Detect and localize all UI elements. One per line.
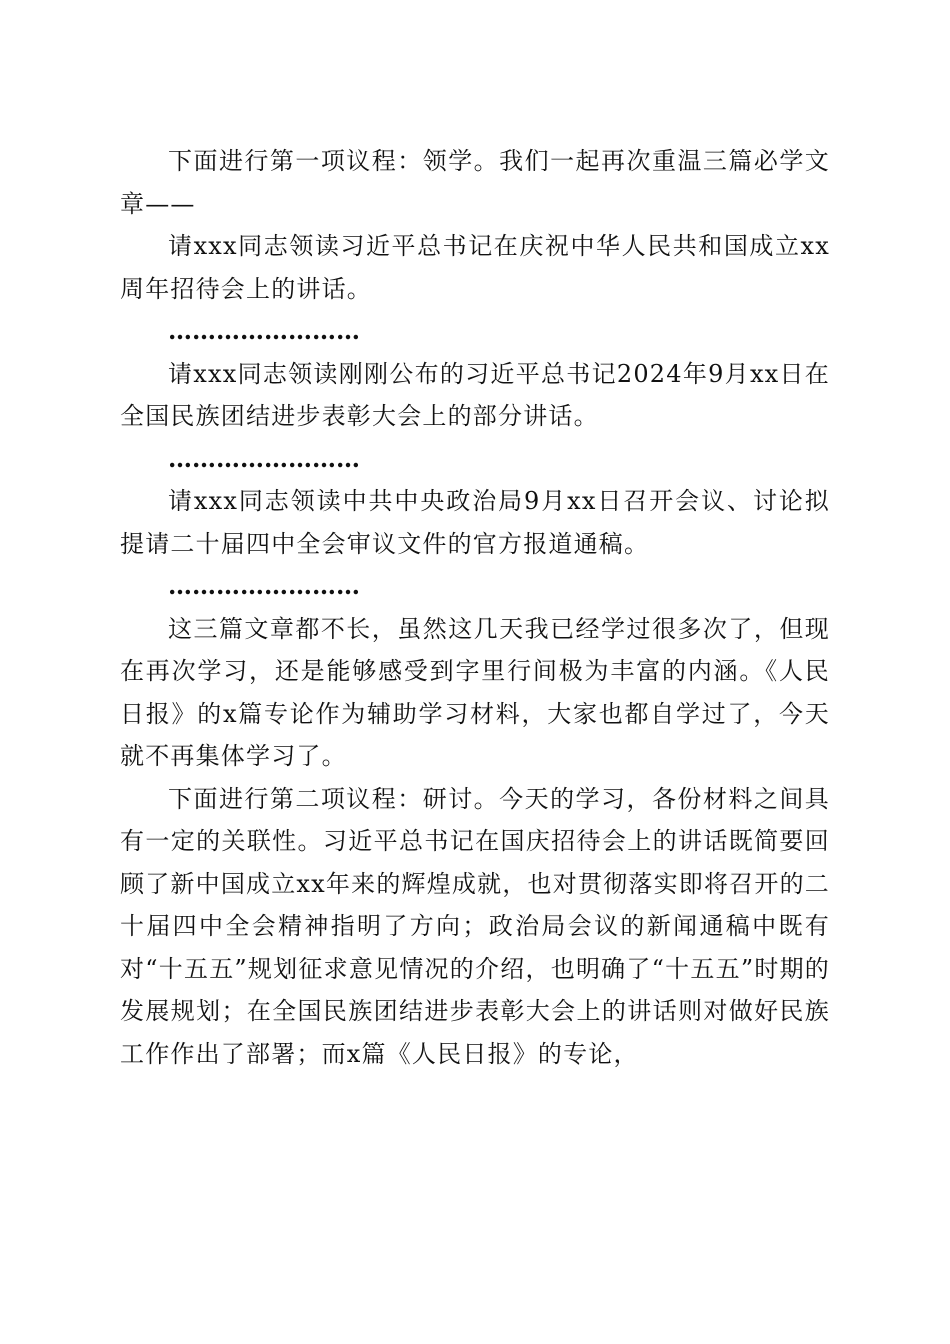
paragraph-reading-one: 请xxx同志领读习近平总书记在庆祝中华人民共和国成立xx周年招待会上的讲话。 xyxy=(120,232,830,303)
paragraph-reflection: 这三篇文章都不长，虽然这几天我已经学过很多次了，但现在再次学习，还是能够感受到字里行间极为丰富的内涵。《人民日报》的x篇专论作为辅助学习材料，大家也都自学过了，今天就不再集体学习了。 xyxy=(120,614,830,770)
paragraph-reading-two: 请xxx同志领读刚刚公布的习近平总书记2024年9月xx日在全国民族团结进步表彰大会上的部分讲话。 xyxy=(120,359,830,430)
ellipsis-separator: …………………… xyxy=(168,443,360,473)
paragraph-agenda-item-two: 下面进行第二项议程：研讨。今天的学习，各份材料之间具有一定的关联性。习近平总书记在国庆招待会上的讲话既简要回顾了新中国成立xx年来的辉煌成就，也对贯彻落实即将召开的二十届四中全会精神指明了方向；政治局会议的新闻通稿中既有对“十五五”规划征求意见情况的介绍，也明确了“十五五”时期的发展规划；在全国民族团结进步表彰大会上的讲话则对做好民族工作作出了部署；而x篇《人民日报》的专论， xyxy=(120,784,830,1068)
ellipsis-separator: …………………… xyxy=(168,571,360,600)
ellipsis-separator: …………………… xyxy=(168,316,360,345)
document-body xyxy=(120,140,830,1075)
paragraph-reading-three: 请xxx同志领读中共中央政治局9月xx日召开会议、讨论拟提请二十届四中全会审议文件的官方报道通稿。 xyxy=(120,487,830,558)
paragraph-agenda-item-one: 下面进行第一项议程：领学。我们一起再次重温三篇必学文章—— xyxy=(120,147,830,218)
